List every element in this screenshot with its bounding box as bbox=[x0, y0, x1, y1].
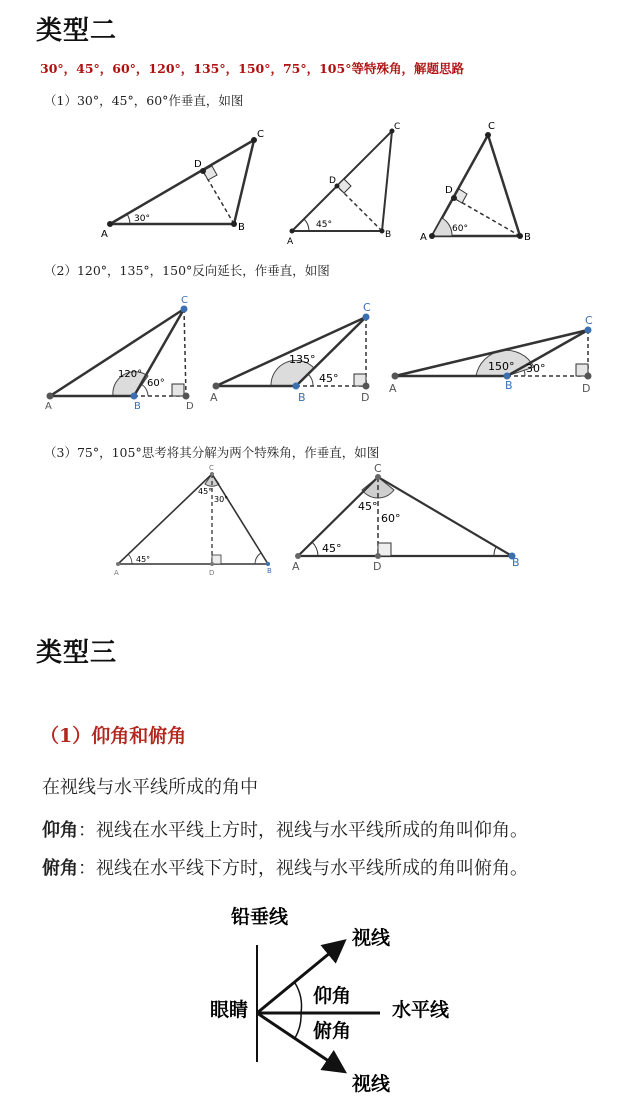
case1-caption: （1）30°，45°，60°作垂直，如图 bbox=[44, 93, 244, 108]
label-d: D bbox=[186, 401, 194, 412]
side-bc bbox=[212, 474, 268, 564]
angle-sector bbox=[432, 218, 452, 236]
angle-arc bbox=[304, 219, 309, 231]
side-bc bbox=[234, 140, 254, 224]
point-d bbox=[363, 383, 370, 390]
label-a: A bbox=[45, 401, 52, 412]
exterior-label: 60° bbox=[147, 378, 165, 389]
label-c: C bbox=[209, 464, 214, 472]
point-a bbox=[107, 221, 113, 227]
label-a: A bbox=[101, 229, 108, 240]
point-b bbox=[380, 229, 385, 234]
point-b bbox=[293, 383, 300, 390]
label-c: C bbox=[181, 295, 188, 306]
obtuse-label: 135° bbox=[289, 353, 316, 366]
figure-135-degree bbox=[210, 301, 371, 404]
special-angles-subtitle: 30°，45°，60°，120°，135°，150°，75°，105°等特殊角，解题思路 bbox=[40, 61, 464, 76]
point-a bbox=[116, 562, 120, 566]
angle-a-arc bbox=[128, 554, 132, 564]
label-d: D bbox=[209, 569, 215, 577]
angle-a-arc bbox=[312, 542, 318, 556]
horizontal-label: 水平线 bbox=[392, 999, 450, 1021]
label-d: D bbox=[329, 176, 336, 186]
label-c: C bbox=[363, 301, 371, 314]
eye-label: 眼睛 bbox=[210, 999, 249, 1021]
elevation-def-text: ：视线在水平线上方时，视线与水平线所成的角叫仰角。 bbox=[78, 820, 528, 841]
label-d: D bbox=[194, 159, 202, 170]
label-a: A bbox=[114, 569, 119, 577]
vertical-line-label: 铅垂线 bbox=[231, 906, 289, 928]
angle-label: 45° bbox=[316, 220, 332, 230]
figure-30-degree bbox=[101, 129, 264, 240]
label-c: C bbox=[394, 122, 401, 132]
depression-label: 俯角 bbox=[313, 1020, 352, 1042]
label-b: B bbox=[505, 379, 513, 392]
figure-120-degree bbox=[45, 295, 194, 412]
label-c: C bbox=[257, 129, 264, 140]
depression-term: 俯角 bbox=[42, 858, 78, 879]
label-d: D bbox=[361, 391, 370, 404]
elevation-label: 仰角 bbox=[313, 985, 352, 1007]
point-b bbox=[517, 233, 523, 239]
obtuse-label: 120° bbox=[118, 369, 143, 380]
elevation-arc bbox=[295, 983, 302, 1013]
case2-caption: （2）120°，135°，150°反向延长，作垂直，如图 bbox=[44, 263, 330, 278]
angle-a-label: 45° bbox=[322, 542, 342, 555]
angle-b-arc bbox=[494, 547, 496, 556]
depression-arc bbox=[295, 1013, 301, 1038]
label-d: D bbox=[373, 560, 382, 573]
point-d bbox=[210, 562, 214, 566]
angle-label: 60° bbox=[452, 224, 468, 234]
label-d: D bbox=[582, 382, 591, 395]
label-b: B bbox=[238, 222, 245, 233]
section-heading-type2: 类型二 bbox=[36, 16, 118, 46]
figure-45-degree bbox=[287, 122, 400, 247]
label-b: B bbox=[512, 556, 520, 569]
label-a: A bbox=[389, 382, 397, 395]
figure-150-degree bbox=[389, 314, 593, 395]
label-c: C bbox=[488, 121, 495, 132]
point-c bbox=[210, 472, 214, 476]
angle-label: 30° bbox=[134, 214, 150, 224]
label-c: C bbox=[374, 462, 382, 475]
side-bc bbox=[382, 131, 392, 231]
label-a: A bbox=[292, 560, 300, 573]
row1-figures bbox=[0, 115, 640, 250]
sight-down-label: 视线 bbox=[352, 1073, 391, 1095]
side-ac bbox=[110, 140, 254, 224]
exterior-label: 45° bbox=[319, 372, 339, 385]
case3-caption: （3）75°，105°思考将其分解为两个特殊角，作垂直，如图 bbox=[44, 445, 380, 460]
point-a bbox=[290, 229, 295, 234]
point-a bbox=[47, 393, 54, 400]
label-b: B bbox=[134, 401, 141, 412]
depression-def-text: ：视线在水平线下方时，视线与水平线所成的角叫俯角。 bbox=[78, 858, 528, 879]
sight-up-label: 视线 bbox=[352, 927, 391, 949]
top-right-label: 30° bbox=[214, 495, 229, 504]
label-b: B bbox=[524, 232, 531, 243]
right-angle-mark bbox=[172, 384, 184, 396]
top-right-label: 60° bbox=[381, 512, 401, 525]
top-left-label: 45° bbox=[198, 487, 213, 496]
obtuse-label: 150° bbox=[488, 360, 515, 373]
label-b: B bbox=[298, 391, 306, 404]
point-d bbox=[585, 373, 592, 380]
angle-a-label: 45° bbox=[136, 555, 151, 564]
point-a bbox=[392, 373, 399, 380]
angle-arc bbox=[127, 214, 130, 224]
label-b: B bbox=[267, 567, 272, 575]
depression-definition bbox=[42, 854, 528, 880]
figure-60-degree bbox=[420, 121, 531, 243]
point-c bbox=[363, 314, 370, 321]
intro-text: 在视线与水平线所成的角中 bbox=[42, 777, 258, 798]
label-a: A bbox=[420, 232, 427, 243]
point-a bbox=[429, 233, 435, 239]
label-b: B bbox=[385, 230, 392, 240]
figure-75-degree bbox=[114, 464, 272, 577]
elevation-depression-diagram bbox=[200, 900, 480, 1105]
point-d bbox=[375, 553, 381, 559]
elevation-depression-subheading: （1）仰角和俯角 bbox=[40, 725, 187, 747]
exterior-angle-arc bbox=[308, 374, 313, 386]
point-a bbox=[295, 553, 301, 559]
row2-figures bbox=[0, 295, 640, 415]
label-a: A bbox=[287, 237, 294, 247]
section-heading-type3: 类型三 bbox=[36, 638, 118, 668]
point-d bbox=[183, 393, 190, 400]
point-a bbox=[213, 383, 220, 390]
point-c bbox=[485, 132, 491, 138]
point-c bbox=[585, 327, 592, 334]
figure-105-degree bbox=[292, 462, 520, 573]
row3-figures bbox=[0, 460, 640, 580]
exterior-angle-arc bbox=[524, 370, 525, 376]
angle-b-arc bbox=[255, 553, 261, 564]
label-a: A bbox=[210, 391, 218, 404]
perpendicular-cd bbox=[184, 309, 186, 396]
point-b bbox=[131, 393, 138, 400]
elevation-definition bbox=[42, 816, 528, 842]
label-d: D bbox=[445, 185, 453, 196]
point-b bbox=[231, 221, 237, 227]
point-c bbox=[181, 306, 188, 313]
label-c: C bbox=[585, 314, 593, 327]
elevation-term: 仰角 bbox=[42, 820, 78, 841]
top-left-label: 45° bbox=[358, 500, 378, 513]
point-b bbox=[266, 562, 270, 566]
exterior-label: 30° bbox=[526, 362, 546, 375]
